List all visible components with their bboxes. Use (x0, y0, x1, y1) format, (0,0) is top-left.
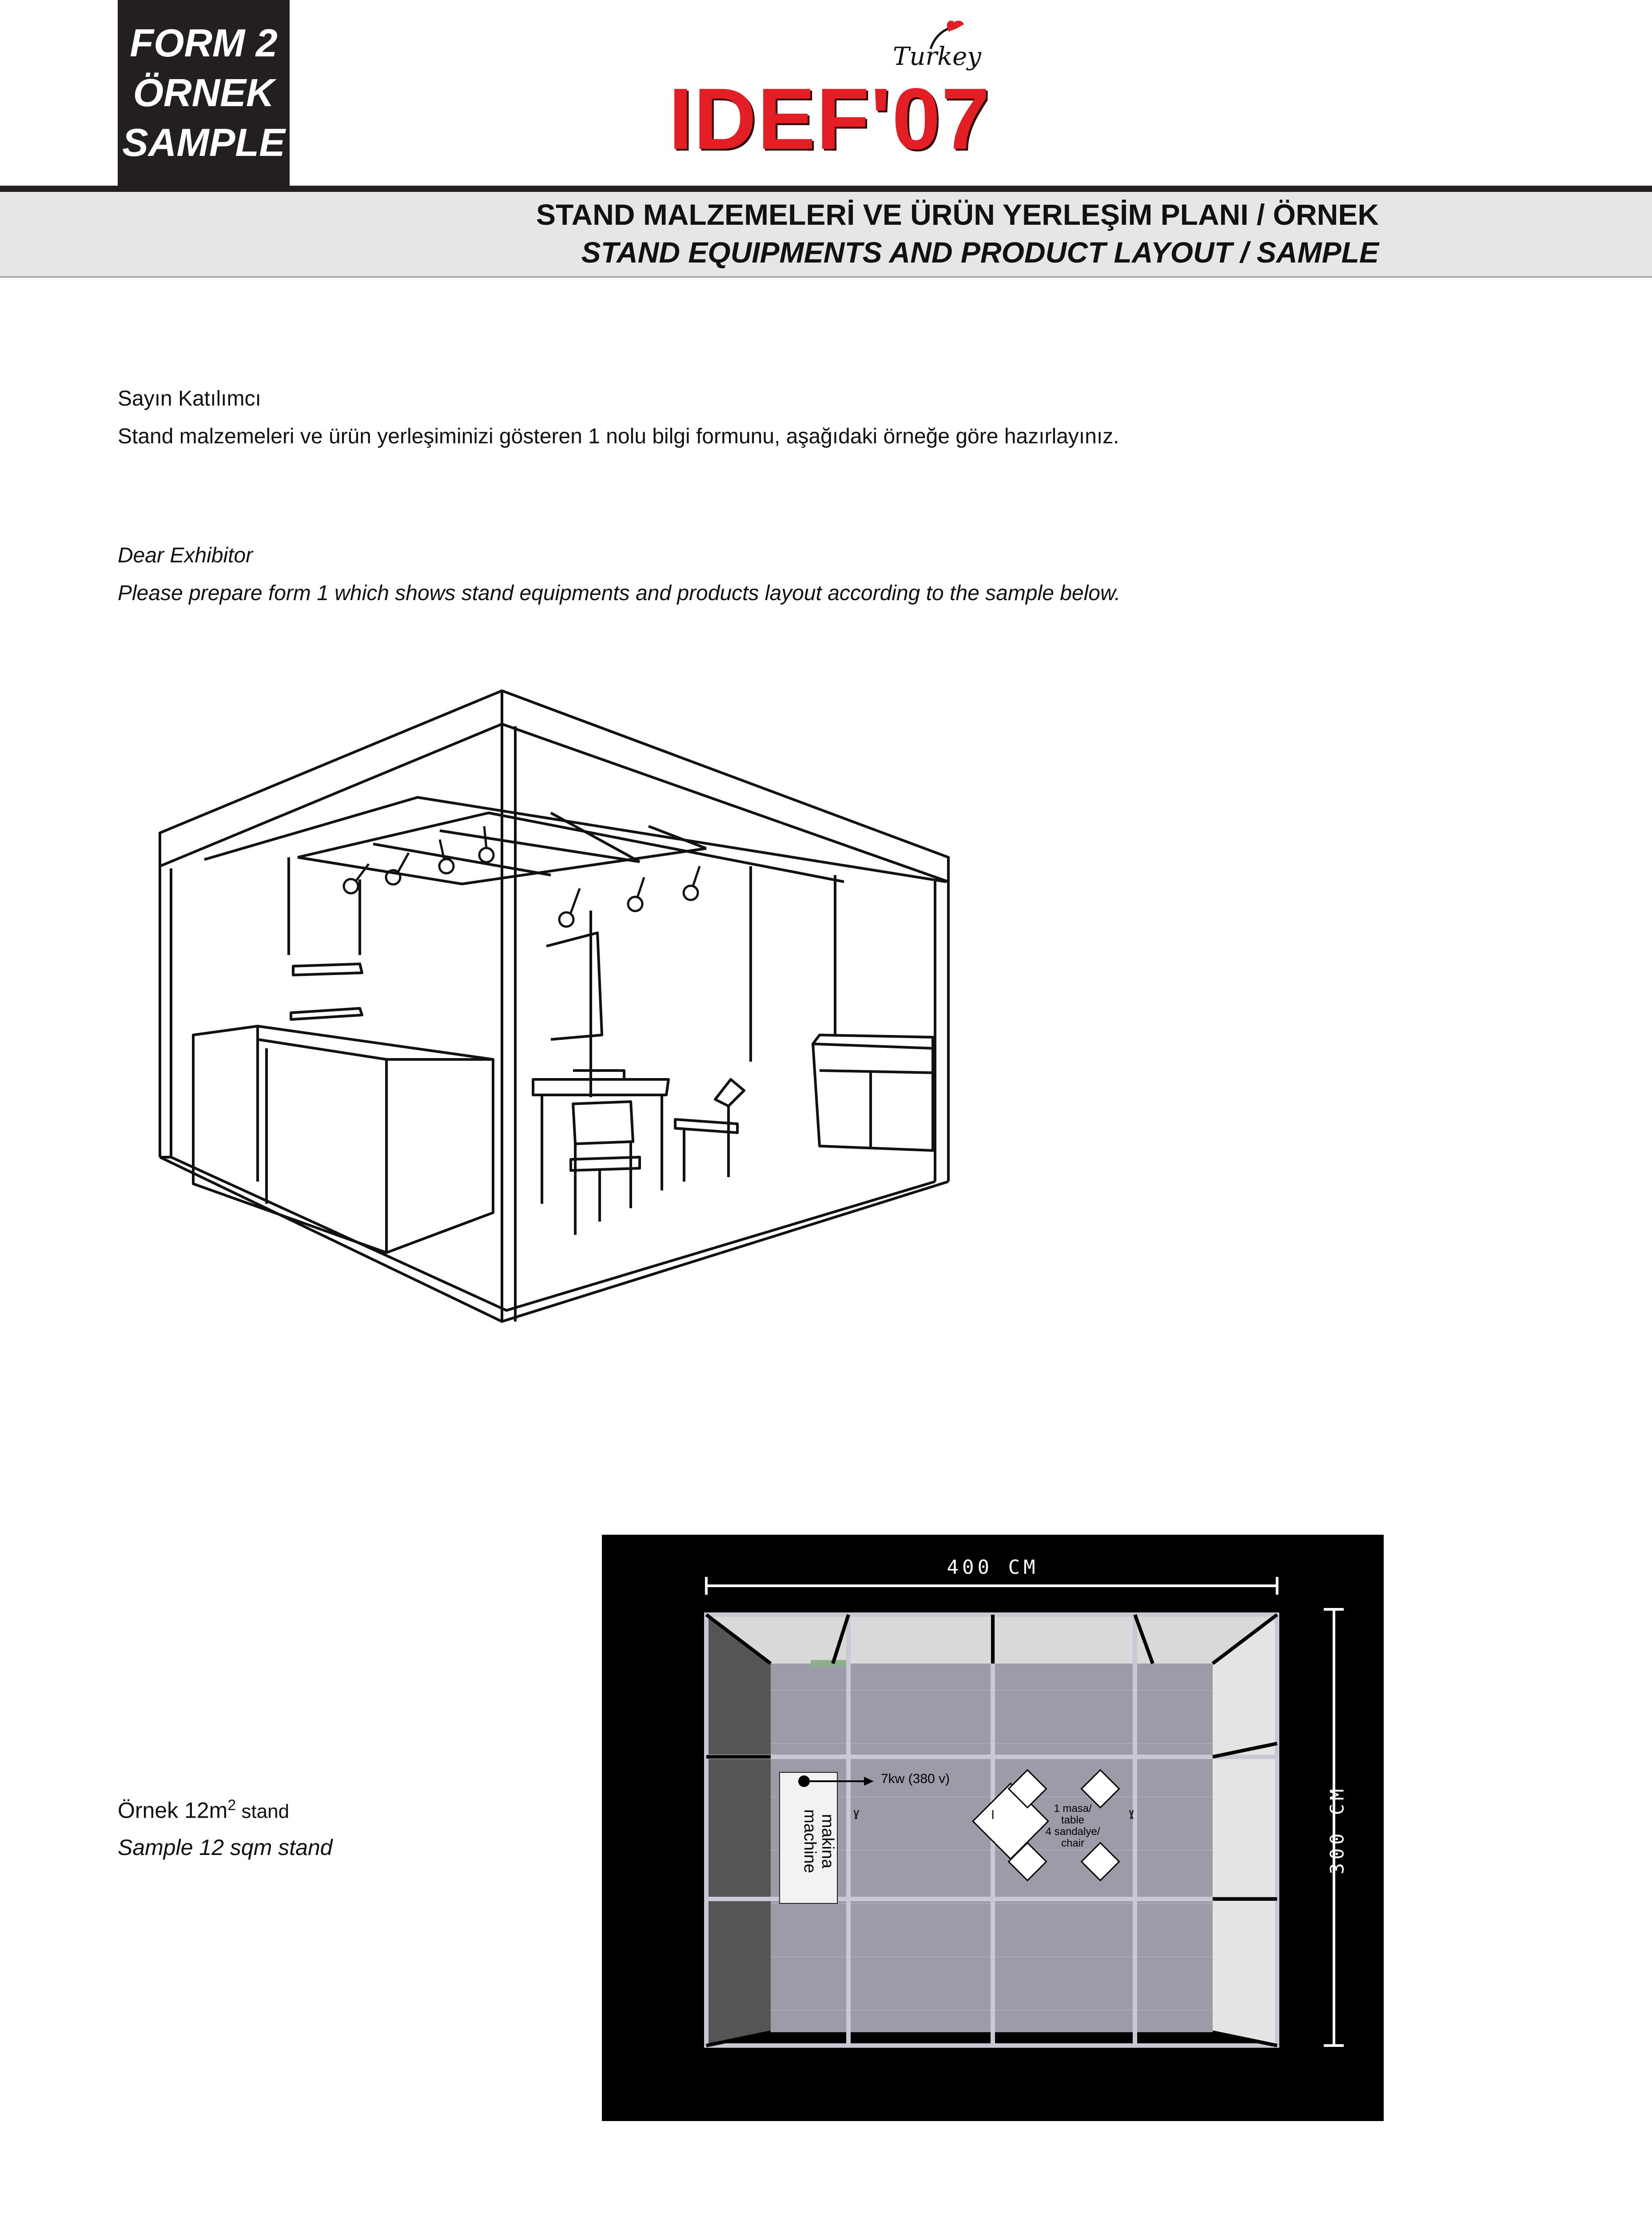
page-title-tr: STAND MALZEMELERİ VE ÜRÜN YERLEŞİM PLANI / ÖRNEK (536, 198, 1379, 231)
table-label-line2: table (1061, 1814, 1085, 1826)
greeting-tr: Sayın Katılımcı (118, 387, 261, 410)
page-title-en: STAND EQUIPMENTS AND PRODUCT LAYOUT / SAMPLE (581, 236, 1379, 269)
machine-label-en: machine (800, 1809, 819, 1873)
badge-form-number: FORM 2 (130, 21, 278, 65)
sample-label-en: Sample 12 sqm stand (118, 1835, 333, 1860)
machine-label (779, 1775, 836, 1908)
table-label-line1: 1 masa/ (1054, 1803, 1092, 1815)
badge-sample-en: SAMPLE (122, 120, 285, 164)
logo-script: Turkey (893, 42, 981, 71)
idef-logo (669, 18, 991, 167)
floor-plan (602, 1535, 1384, 2121)
greeting-en: Dear Exhibitor (118, 544, 253, 567)
sample-label-tr-sup: 2 (227, 1797, 236, 1814)
instruction-en: Please prepare form 1 which shows stand equipments and products layout according to the sample below. (118, 581, 1121, 605)
logo-wordmark: IDEF'07 (669, 70, 991, 167)
sample-label-tr-suffix: stand (236, 1800, 290, 1823)
form-badge (118, 0, 290, 186)
header-rule (0, 186, 1652, 192)
power-label: 7kw (380 v) (881, 1771, 950, 1786)
instruction-tr: Stand malzemeleri ve ürün yerleşiminizi gösteren 1 nolu bilgi formunu, aşağıdaki örneğe göre hazırlayınız. (118, 425, 1119, 448)
badge-sample-tr: ÖRNEK (133, 71, 275, 115)
width-dimension-label: 400 CM (913, 1556, 1073, 1579)
depth-dimension-label: 300 CM (1326, 1785, 1348, 1875)
sample-label-tr-prefix: Örnek 12m (118, 1798, 228, 1823)
table-label (1028, 1803, 1117, 1849)
table-label-line3: 4 sandalye/ (1045, 1826, 1100, 1838)
floor-plan-drawing (602, 1535, 1384, 2121)
sample-label-tr (118, 1797, 289, 1823)
machine-label-tr: makina (818, 1814, 837, 1869)
table-label-line4: chair (1061, 1837, 1085, 1849)
stand-perspective-sketch (151, 680, 955, 1346)
